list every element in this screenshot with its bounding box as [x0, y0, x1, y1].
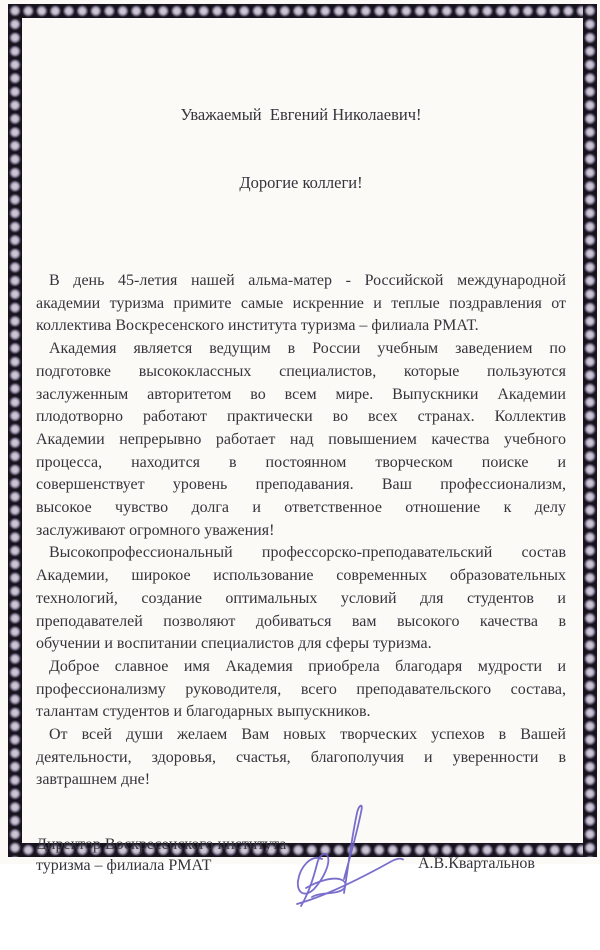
- paragraph-line: Академии непрерывно работает над повышением качества учебного: [36, 430, 566, 448]
- paragraph-line: совершенствует уровень преподавания. Ваш профессионализм,: [36, 476, 566, 494]
- salutation-line: Уважаемый Евгений Николаевич!: [180, 105, 422, 124]
- paragraph-line: От всей души желаем Вам новых творческих успехов в Вашей: [49, 726, 566, 744]
- paragraph-line: технологий, создание оптимальных условий для студентов и: [36, 589, 566, 607]
- paragraph: [36, 338, 566, 542]
- paragraph-line: Доброе славное имя Академия приобрела благодаря мудрости и: [49, 657, 566, 675]
- paragraph-line: преподавателей позволяют добиваться вам высокого качества в: [36, 612, 566, 630]
- decorative-border-left: [8, 4, 22, 857]
- salutation-line: Дорогие коллеги!: [239, 172, 363, 192]
- paragraph-line: заслуживают огромного уважения!: [36, 521, 275, 539]
- letter-content: [36, 0, 566, 950]
- signature-block: [36, 835, 566, 950]
- signatory-title-line: Директор Воскресенского института: [36, 836, 287, 854]
- paragraph-line: деятельности, здоровья, счастья, благополучия и уверенности в: [36, 748, 566, 766]
- paragraph-line: талантам студентов и благодарных выпускников.: [36, 703, 371, 721]
- paragraph: [36, 542, 566, 656]
- letter-body: [36, 270, 566, 792]
- paragraph-line: плодотворно работают практически во всех странах. Коллектив: [36, 408, 566, 426]
- decorative-border-right: [583, 4, 597, 857]
- paragraph-line: коллектива Воскресенского института туризма – филиала РМАТ.: [36, 317, 479, 335]
- paragraph-line: процесса, находится в постоянном творческом поиске и: [36, 453, 566, 471]
- salutation: [36, 59, 566, 239]
- paragraph-line: Академия является ведущим в России учебным заведением по: [49, 340, 566, 358]
- paragraph-line: подготовке высококлассных специалистов, которые пользуются: [36, 362, 566, 380]
- signatory-title-line: туризма – филиала РМАТ: [36, 856, 212, 874]
- paragraph: [36, 656, 566, 724]
- paragraph-line: В день 45-летия нашей альма-матер - Российской международной: [49, 272, 566, 289]
- paragraph-line: завтрашнем дне!: [36, 771, 151, 789]
- paragraph-line: Академии, широкое использование современных образовательных: [36, 567, 566, 585]
- paragraph: [36, 270, 566, 338]
- paragraph-line: заслуженным авторитетом во всем мире. Выпускники Академии: [36, 385, 566, 403]
- paragraph-line: высокое чувство долга и ответственное отношение к делу: [36, 499, 566, 517]
- paragraph-line: академии туризма примите самые искренние и теплые поздравления от: [36, 294, 566, 312]
- paragraph-line: Высокопрофессиональный профессорско-преподавательский состав: [49, 544, 566, 562]
- handwritten-signature-icon: [284, 797, 408, 911]
- signatory-name: А.В.Квартальнов: [418, 855, 535, 873]
- paragraph-line: обучении и воспитании специалистов для сферы туризма.: [36, 635, 432, 653]
- paragraph-line: профессионализму руководителя, всего преподавательского состава,: [36, 680, 566, 698]
- paragraph: [36, 724, 566, 792]
